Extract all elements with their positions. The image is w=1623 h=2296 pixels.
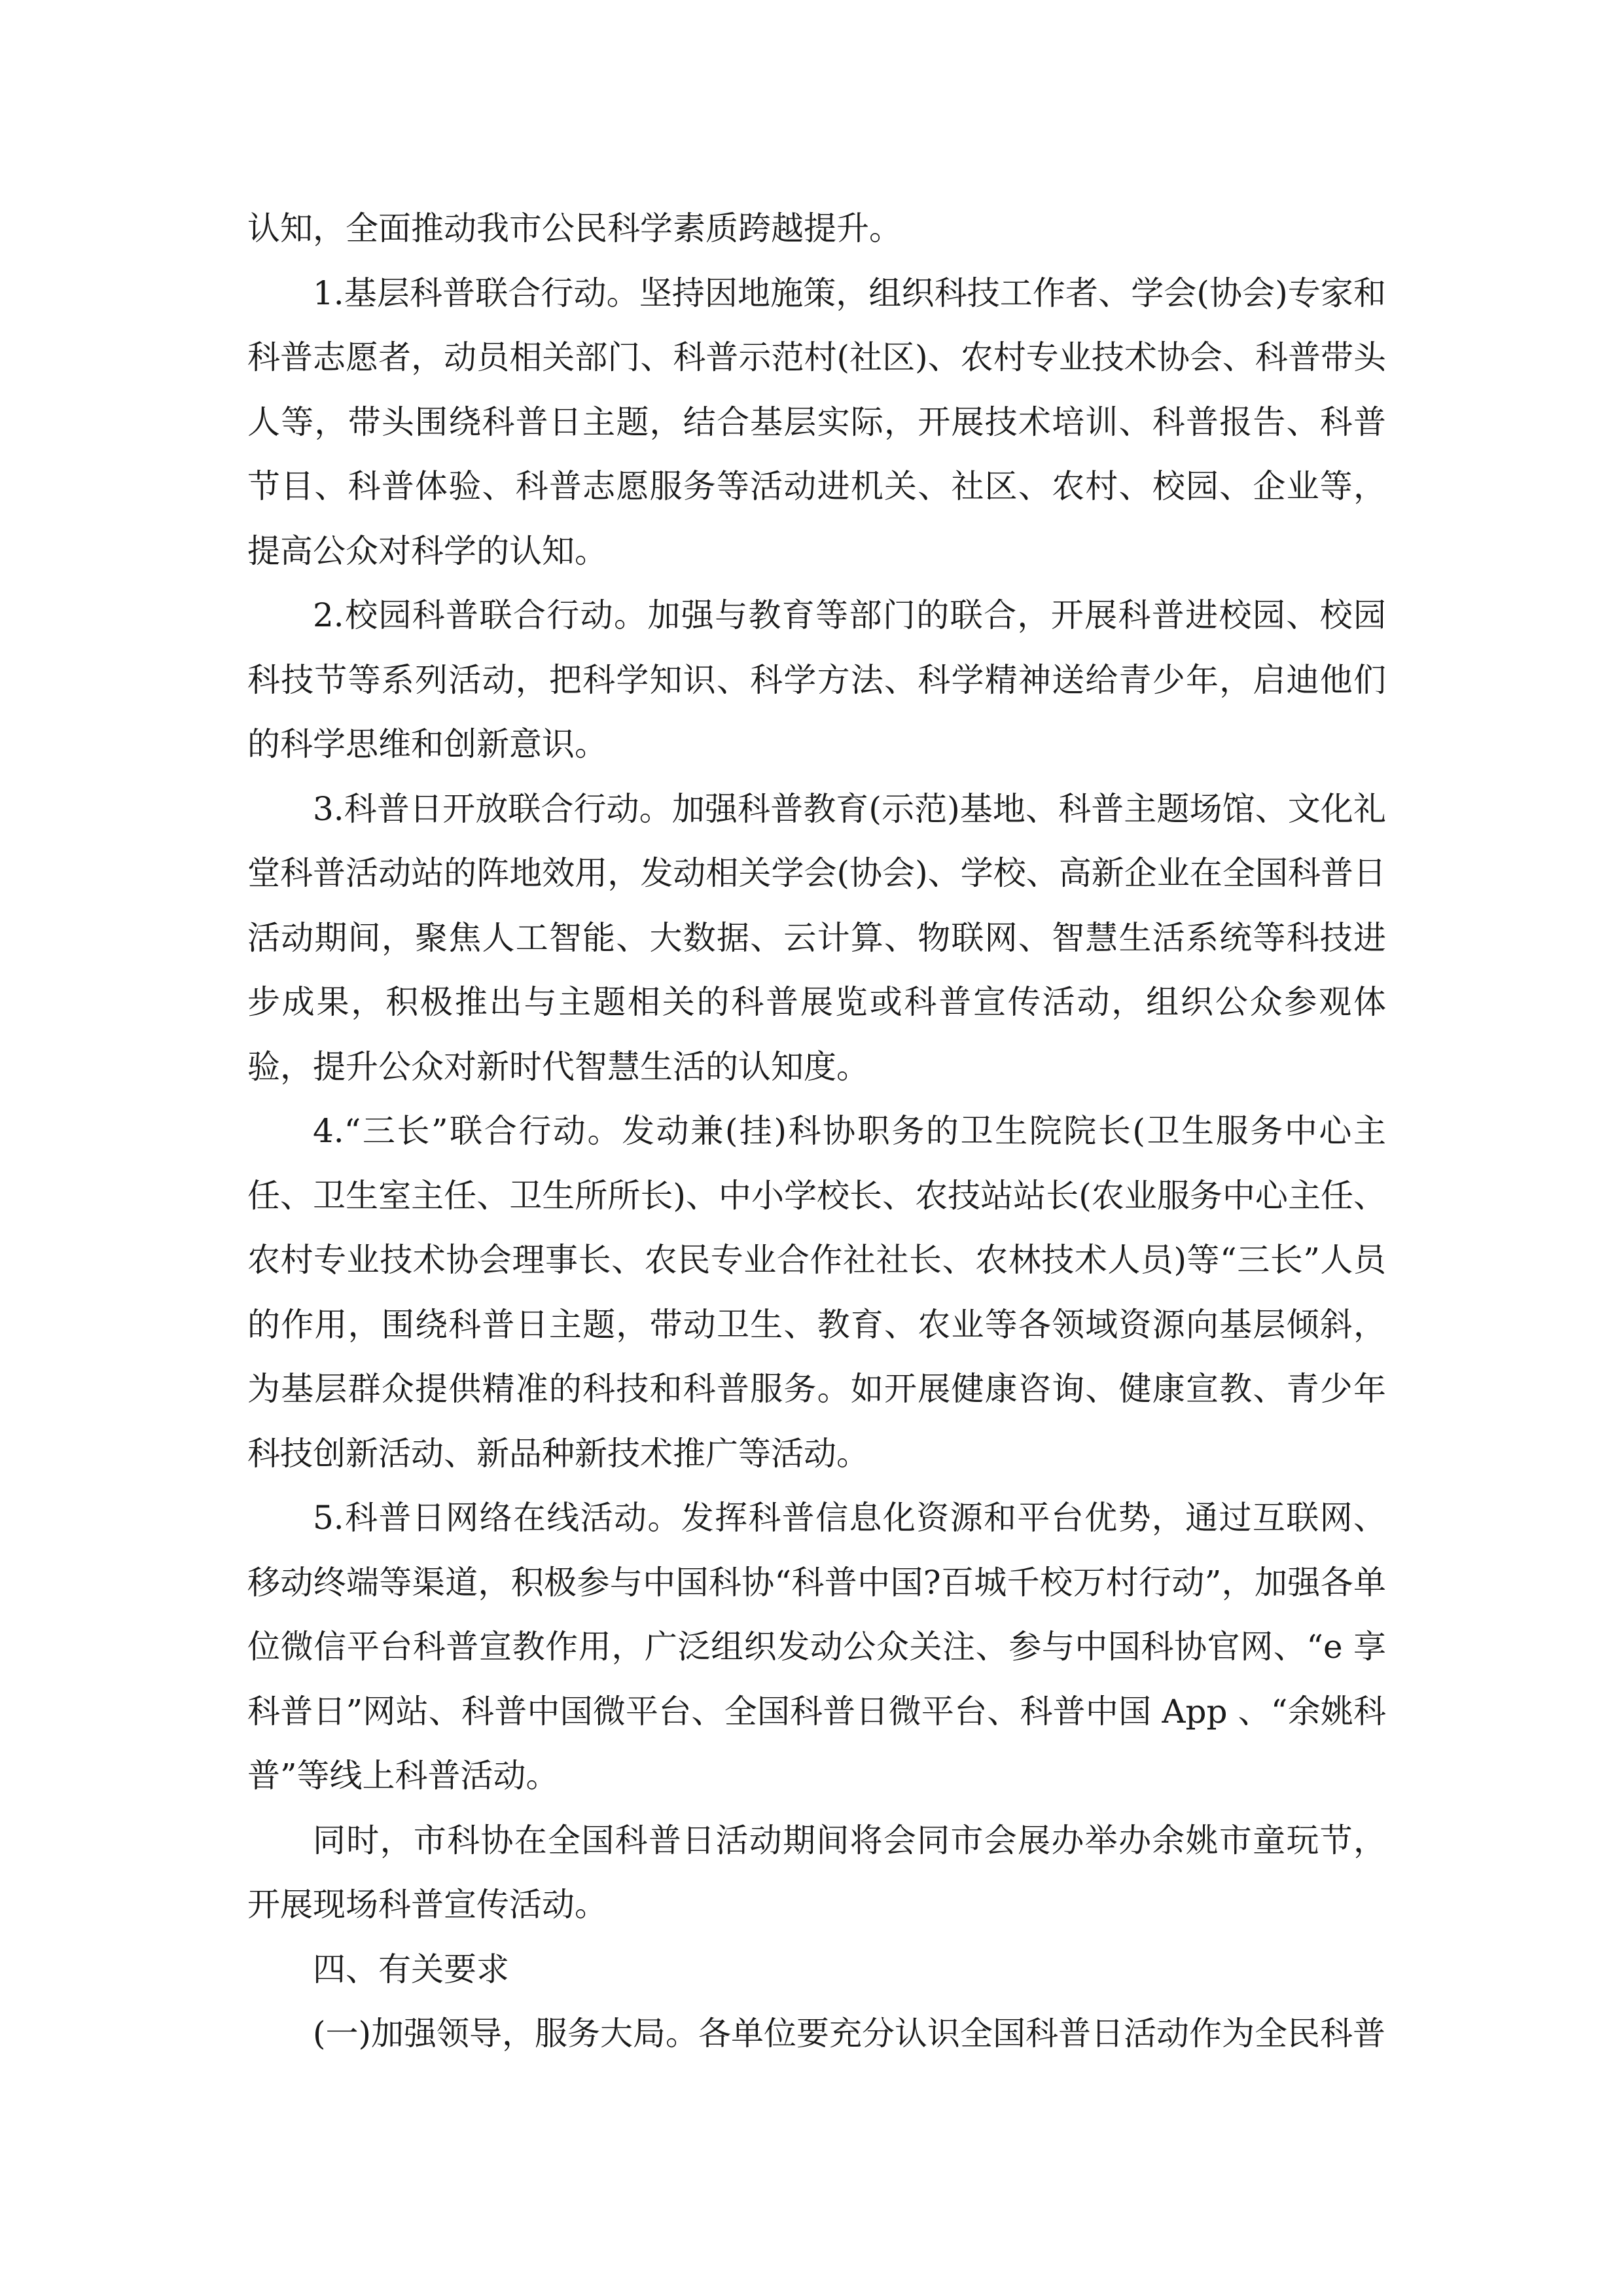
paragraph-item-4: 4.“三长”联合行动。发动兼(挂)科协职务的卫生院院长(卫生服务中心主任、卫生室主任、卫生所所长)、中小学校长、农技站站长(农业服务中心主任、农村专业技术协会理事长、农民专业合作社社长、农林技术人员)等“三长”人员的作用，围绕科普日主题，带动卫生、教育、农业等各领域资源向基层倾斜，为基层群众提供精准的科技和科普服务。如开展健康咨询、健康宣教、青少年科技创新活动、新品种新技术推广等活动。 xyxy=(247,1112,1386,1473)
paragraph-item-2: 2.校园科普联合行动。加强与教育等部门的联合，开展科普进校园、校园科技节等系列活动，把科学知识、科学方法、科学精神送给青少年，启迪他们的科学思维和创新意识。 xyxy=(247,596,1386,763)
paragraph-continuation: 认知，全面推动我市公民科学素质跨越提升。 xyxy=(247,209,902,247)
section-heading-requirements: 四、有关要求 xyxy=(313,1950,509,1988)
document-body xyxy=(247,196,1386,2066)
paragraph-item-1: 1.基层科普联合行动。坚持因地施策，组织科技工作者、学会(协会)专家和科普志愿者，动员相关部门、科普示范村(社区)、农村专业技术协会、科普带头人等，带头围绕科普日主题，结合基层实际，开展技术培训、科普报告、科普节目、科普体验、科普志愿服务等活动进机关、社区、农村、校园、企业等，提高公众对科学的认知。 xyxy=(247,274,1386,570)
paragraph-requirement-1: (一)加强领导，服务大局。各单位要充分认识全国科普日活动作为全民科普 xyxy=(313,2015,1386,2053)
paragraph-item-5: 5.科普日网络在线活动。发挥科普信息化资源和平台优势，通过互联网、移动终端等渠道，积极参与中国科协“科普中国?百城千校万村行动”，加强各单位微信平台科普宣教作用，广泛组织发动公众关注、参与中国科协官网、“e 享科普日”网站、科普中国微平台、全国科普日微平台、科普中国 App 、“余姚科普”等线上科普活动。 xyxy=(247,1499,1386,1795)
paragraph-item-3: 3.科普日开放联合行动。加强科普教育(示范)基地、科普主题场馆、文化礼堂科普活动站的阵地效用，发动相关学会(协会)、学校、高新企业在全国科普日活动期间，聚焦人工智能、大数据、云计算、物联网、智慧生活系统等科技进步成果，积极推出与主题相关的科普展览或科普宣传活动，组织公众参观体验，提升公众对新时代智慧生活的认知度。 xyxy=(247,789,1386,1086)
paragraph-tongwanjie: 同时，市科协在全国科普日活动期间将会同市会展办举办余姚市童玩节，开展现场科普宣传活动。 xyxy=(247,1821,1386,1924)
